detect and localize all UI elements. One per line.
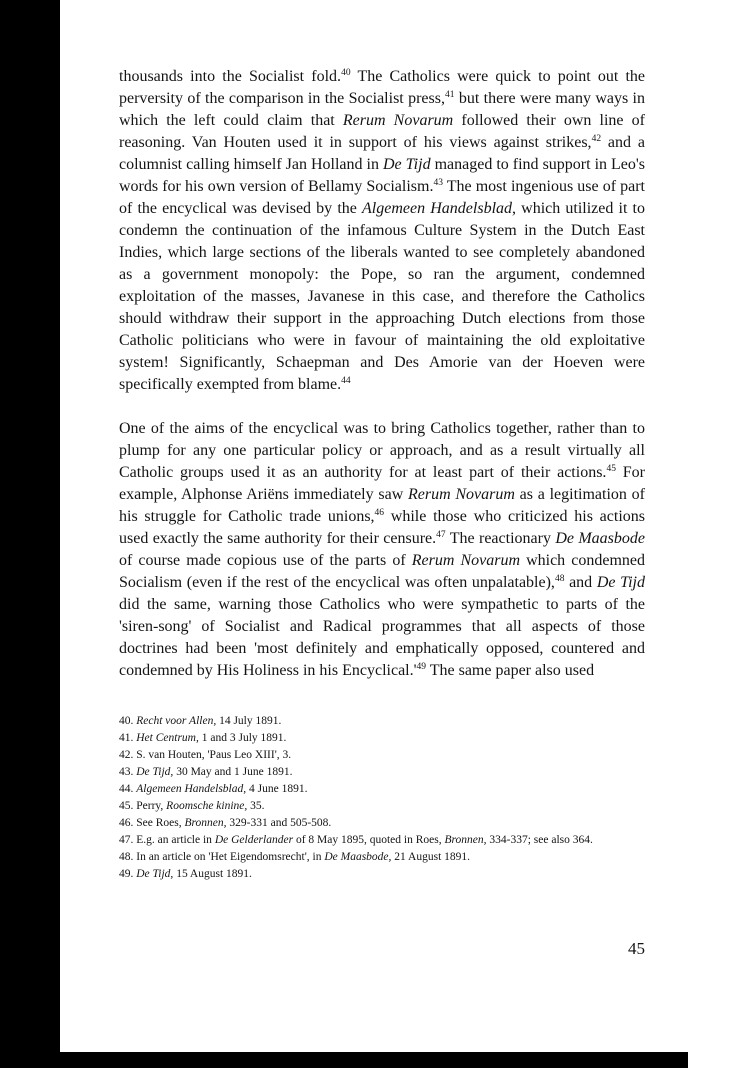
- italic-title: Rerum Novarum: [411, 552, 521, 569]
- footnote-ref: 40: [341, 68, 351, 78]
- footnote-40: 40. Recht voor Allen, 14 July 1891.: [119, 715, 282, 727]
- footnote-46: 46. See Roes, Bronnen, 329-331 and 505-508.: [119, 817, 332, 829]
- italic-title: Roomsche kinine,: [166, 800, 248, 812]
- footnote-ref: 43: [433, 178, 443, 188]
- italic-title: Rerum Novarum: [407, 486, 515, 503]
- footnote-ref: 49: [416, 662, 426, 672]
- footnote-43: 43. De Tijd, 30 May and 1 June 1891.: [119, 766, 293, 778]
- footnote-47: 47. E.g. an article in De Gelderlander of 8 May 1895, quoted in Roes, Bronnen, 334-337; see also 364.: [119, 834, 593, 846]
- footnote-42: 42. S. van Houten, 'Paus Leo XIII', 3.: [119, 749, 292, 761]
- footnote-ref: 47: [436, 530, 446, 540]
- italic-title: Het Centrum,: [136, 732, 199, 744]
- scan-border-bottom: [60, 1052, 688, 1068]
- italic-title: Recht voor Allen,: [136, 715, 217, 727]
- italic-title: Bronnen,: [444, 834, 487, 846]
- main-text: [119, 66, 645, 682]
- paragraph-1: thousands into the Socialist fold.$^{40}$ The Catholics were quick to point out the perversity of the comparison in the Socialist press,$^{41}$ but there were many ways in which the left could claim that Rerum Novarum followed their own line of reasoning. Van Houten used it in support of his views against strikes,$^{42}$ and a columnist calling himself Jan Holland in De Tijd managed to find support in Leo's words for his own version of Bellamy Socialism.$^{43}$ The most ingenious use of part of the encyclical was devised by the Algemeen Handelsblad, which utilized it to condemn the continuation of the infamous Culture System in the Dutch East Indies, which large sections of the liberals wanted to see completely abandoned as a government monopoly: the Pope, so ran the argument, condemned exploitation of the masses, Javanese in this case, and therefore the Catholics should withdraw their support in the approaching Dutch elections from those Catholic politicians who were in favour of maintaining the old exploitative system! Significantly, Schaepman and Des Amorie van der Hoeven were specifically exempted from blame.$^{44}$: [119, 68, 646, 393]
- italic-title: De Tijd: [383, 156, 431, 173]
- footnote-48: 48. In an article on 'Het Eigendomsrecht', in De Maasbode, 21 August 1891.: [119, 851, 471, 863]
- footnote-41: 41. Het Centrum, 1 and 3 July 1891.: [119, 732, 287, 744]
- footnote-ref: 44: [341, 376, 351, 386]
- italic-title: De Maasbode: [555, 530, 645, 547]
- italic-title: De Tijd,: [136, 868, 174, 880]
- italic-title: De Maasbode,: [324, 851, 392, 863]
- page-number: 45: [628, 939, 645, 958]
- footnote-ref: 41: [444, 90, 455, 100]
- footnote-ref: 46: [374, 508, 385, 518]
- paragraph-2: One of the aims of the encyclical was to bring Catholics together, rather than to plump for any one particular policy or approach, and as a result virtually all Catholic groups used it as an authority for at least part of their actions.$^{45}$ For example, Alphonse Ariëns immediately saw Rerum Novarum as a legitimation of his struggle for Catholic trade unions,$^{46}$ while those who criticized his actions used exactly the same authority for their censure.$^{47}$ The reactionary De Maasbode of course made copious use of the parts of Rerum Novarum which condemned Socialism (even if the rest of the encyclical was often unpalatable),$^{48}$ and De Tijd did the same, warning those Catholics who were sympathetic to parts of the 'siren-song' of Socialist and Radical programmes that all aspects of those doctrines had been 'most definitely and emphatically opposed, countered and condemned by His Holiness in his $Encyclical.'^{49}$ The same paper also used: [119, 420, 646, 679]
- footnote-ref: 45: [606, 464, 616, 474]
- italic-title: De Gelderlander: [214, 834, 294, 846]
- footnote-49: 49. De Tijd, 15 August 1891.: [119, 868, 252, 880]
- footnote-45: 45. Perry, Roomsche kinine, 35.: [119, 800, 265, 812]
- italic-title: Bronnen,: [184, 817, 227, 829]
- italic-title: Algemeen Handelsblad,: [136, 783, 247, 795]
- scan-border-left: [0, 0, 60, 1068]
- footnote-44: 44. Algemeen Handelsblad, 4 June 1891.: [119, 783, 308, 795]
- footnote-ref: 42: [591, 134, 602, 144]
- italic-title: Rerum Novarum: [342, 112, 454, 129]
- footnote-ref: 48: [554, 574, 565, 584]
- italic-title: Algemeen Handelsblad: [362, 200, 513, 217]
- italic-title: De Tijd,: [136, 766, 174, 778]
- footnotes: [119, 713, 645, 883]
- italic-title: De Tijd: [596, 574, 646, 591]
